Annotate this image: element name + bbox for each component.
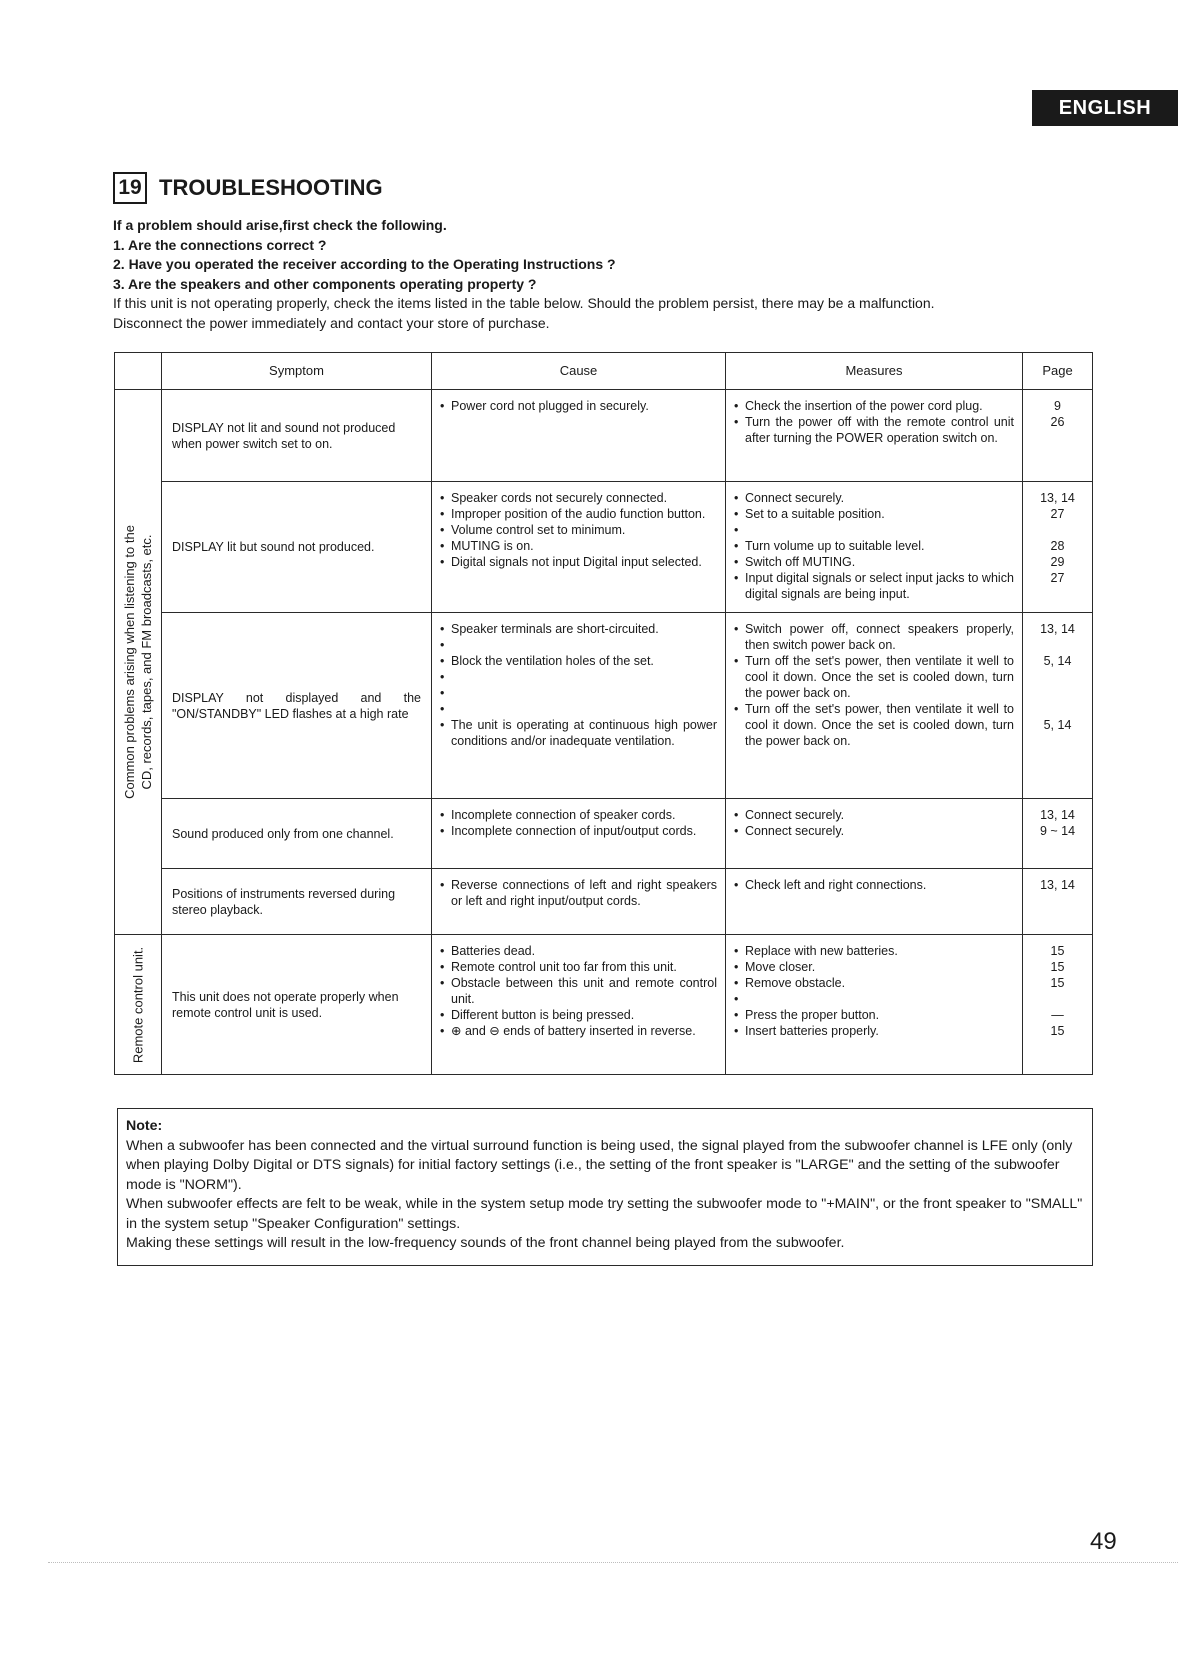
cause-item: • Block the ventilation holes of the set. (440, 653, 717, 669)
cause-item: • Speaker terminals are short-circuited. (440, 621, 717, 637)
page-number: 49 (1090, 1528, 1117, 1555)
page-ref: 15 (1050, 1024, 1065, 1038)
table-row (115, 390, 1093, 482)
cause-item: • Volume control set to minimum. (440, 522, 717, 538)
symptom-cell: Sound produced only from one channel. (162, 799, 432, 869)
group-label-text: Remote control unit. (130, 946, 146, 1063)
table-header-row (115, 353, 1093, 390)
page-ref: 28 (1050, 539, 1065, 553)
symptom-cell: DISPLAY not lit and sound not produced when power switch set to on. (162, 390, 432, 482)
measure-item: • Remove obstacle. (734, 975, 1014, 991)
measure-item: • Insert batteries properly. (734, 1023, 1014, 1039)
cause-item: • Different button is being pressed. (440, 1007, 717, 1023)
page-ref: 13, 14 (1040, 622, 1075, 636)
measure-item: • Replace with new batteries. (734, 943, 1014, 959)
intro (113, 216, 1033, 333)
cause-item: • ⊕ and ⊖ ends of battery inserted in reverse. (440, 1023, 717, 1039)
cause-item: • Remote control unit too far from this unit. (440, 959, 717, 975)
page-ref: 26 (1050, 415, 1065, 429)
cause-item: • Power cord not plugged in securely. (440, 398, 717, 414)
cause-cell (432, 869, 726, 935)
symptom-cell: Positions of instruments reversed during stereo playback. (162, 869, 432, 935)
page-ref: 29 (1050, 555, 1065, 569)
cause-item: • Speaker cords not securely connected. (440, 490, 717, 506)
measure-item: • Check the insertion of the power cord plug. (734, 398, 1014, 414)
measure-item: • Turn volume up to suitable level. (734, 538, 1014, 554)
page-title: TROUBLESHOOTING (159, 175, 383, 200)
group-label-remote (115, 935, 162, 1075)
page-ref: 5, 14 (1043, 718, 1072, 732)
measure-item: • Press the proper button. (734, 1007, 1014, 1023)
cause-cell (432, 935, 726, 1075)
group-label-text: Common problems arising when listening to the CD, records, tapes, and FM broadcasts, etc. (122, 525, 154, 799)
measure-cell (726, 799, 1023, 869)
page-ref: 9 (1054, 399, 1061, 413)
check-item: 3. Are the speakers and other components operating property ? (113, 275, 537, 292)
check-item: 1. Are the connections correct ? (113, 236, 327, 253)
measure-cell (726, 482, 1023, 613)
measure-item: • Connect securely. (734, 490, 1014, 506)
page-ref: 5, 14 (1043, 654, 1072, 668)
table-row (115, 799, 1093, 869)
symptom-cell: This unit does not operate properly when remote control unit is used. (162, 935, 432, 1075)
header-measures: Measures (726, 353, 1023, 390)
page-cell (1023, 390, 1093, 482)
cause-item: • MUTING is on. (440, 538, 717, 554)
measure-item: • Check left and right connections. (734, 877, 1014, 893)
intro-text: If this unit is not operating properly, check the items listed in the table below. Should the problem persist, there may be a malfunction. (113, 295, 935, 311)
measure-cell (726, 935, 1023, 1075)
note-box (117, 1108, 1093, 1266)
page-cell (1023, 935, 1093, 1075)
measure-item: • Input digital signals or select input jacks to which digital signals are being input. (734, 570, 1014, 602)
page-cell (1023, 869, 1093, 935)
page-ref: 15 (1050, 960, 1065, 974)
cause-item: • Obstacle between this unit and remote control unit. (440, 975, 717, 1007)
cause-item: • Reverse connections of left and right speakers or left and right input/output cords. (440, 877, 717, 909)
table-row (115, 613, 1093, 799)
cause-item: • The unit is operating at continuous high power conditions and/or inadequate ventilation. (440, 717, 717, 749)
language-tab: ENGLISH (1032, 90, 1178, 126)
section-number: 19 (113, 172, 147, 204)
cause-item: • Incomplete connection of input/output cords. (440, 823, 717, 839)
page-ref: 13, 14 (1040, 491, 1075, 505)
measure-item: • Move closer. (734, 959, 1014, 975)
troubleshooting-table (114, 352, 1093, 1075)
measure-item: • Set to a suitable position. (734, 506, 1014, 522)
note-paragraph: When a subwoofer has been connected and the virtual surround function is being used, the signal played from the subwoofer channel is LFE only (only when playing Dolby Digital or DTS signals) for initial factory settings (i.e., the setting of the front speaker is "LARGE" and the setting of the subwoofer mode is "NORM"). (126, 1137, 1073, 1193)
measure-item: • Switch power off, connect speakers properly, then switch power back on. (734, 621, 1014, 653)
group-label-common (115, 390, 162, 935)
footer-divider (48, 1562, 1178, 1563)
header-cause: Cause (432, 353, 726, 390)
cause-item: • Digital signals not input Digital input selected. (440, 554, 717, 570)
page-ref: 15 (1050, 944, 1065, 958)
note-title: Note: (126, 1118, 163, 1134)
table-row (115, 869, 1093, 935)
measure-item: • Switch off MUTING. (734, 554, 1014, 570)
measure-item: • Turn off the set's power, then ventilate it well to cool it down. Once the set is cooled down, turn the power back on. (734, 701, 1014, 749)
measure-item: • Turn off the set's power, then ventilate it well to cool it down. Once the set is cooled down, turn the power back on. (734, 653, 1014, 701)
page-ref: 13, 14 (1040, 808, 1075, 822)
intro-lead: If a problem should arise,first check the following. (113, 217, 447, 233)
note-paragraph: Making these settings will result in the low-frequency sounds of the front channel being played from the subwoofer. (126, 1235, 845, 1251)
page-cell (1023, 613, 1093, 799)
cause-item: • Incomplete connection of speaker cords. (440, 807, 717, 823)
cause-cell (432, 799, 726, 869)
table-row (115, 482, 1093, 613)
header-page: Page (1023, 353, 1093, 390)
page-cell (1023, 482, 1093, 613)
cause-cell (432, 390, 726, 482)
cause-item: • Improper position of the audio function button. (440, 506, 717, 522)
corner-cell (115, 353, 162, 390)
symptom-cell: DISPLAY lit but sound not produced. (162, 482, 432, 613)
measure-item: • Turn the power off with the remote control unit after turning the POWER operation switch on. (734, 414, 1014, 446)
page-cell (1023, 799, 1093, 869)
page-ref: 9 ~ 14 (1039, 824, 1076, 838)
page-ref: 15 (1050, 976, 1065, 990)
section-heading (113, 172, 383, 204)
page-ref: 27 (1050, 571, 1065, 585)
note-paragraph: When subwoofer effects are felt to be weak, while in the system setup mode try setting the subwoofer mode to "+MAIN", or the front speaker to "SMALL" in the system setup "Speaker Configuration" settings. (126, 1196, 1083, 1232)
page-ref: 27 (1050, 507, 1065, 521)
cause-cell (432, 482, 726, 613)
page-ref: 13, 14 (1040, 878, 1075, 892)
measure-item: • Connect securely. (734, 823, 1014, 839)
measure-cell (726, 613, 1023, 799)
measure-item: • Connect securely. (734, 807, 1014, 823)
header-symptom: Symptom (162, 353, 432, 390)
cause-cell (432, 613, 726, 799)
cause-item: • Batteries dead. (440, 943, 717, 959)
symptom-cell: DISPLAY not displayed and the "ON/STANDBY" LED flashes at a high rate (162, 613, 432, 799)
page-ref: — (1051, 1008, 1064, 1022)
measure-cell (726, 869, 1023, 935)
table-row (115, 935, 1093, 1075)
check-item: 2. Have you operated the receiver according to the Operating Instructions ? (113, 256, 616, 272)
intro-text: Disconnect the power immediately and contact your store of purchase. (113, 314, 550, 331)
measure-cell (726, 390, 1023, 482)
